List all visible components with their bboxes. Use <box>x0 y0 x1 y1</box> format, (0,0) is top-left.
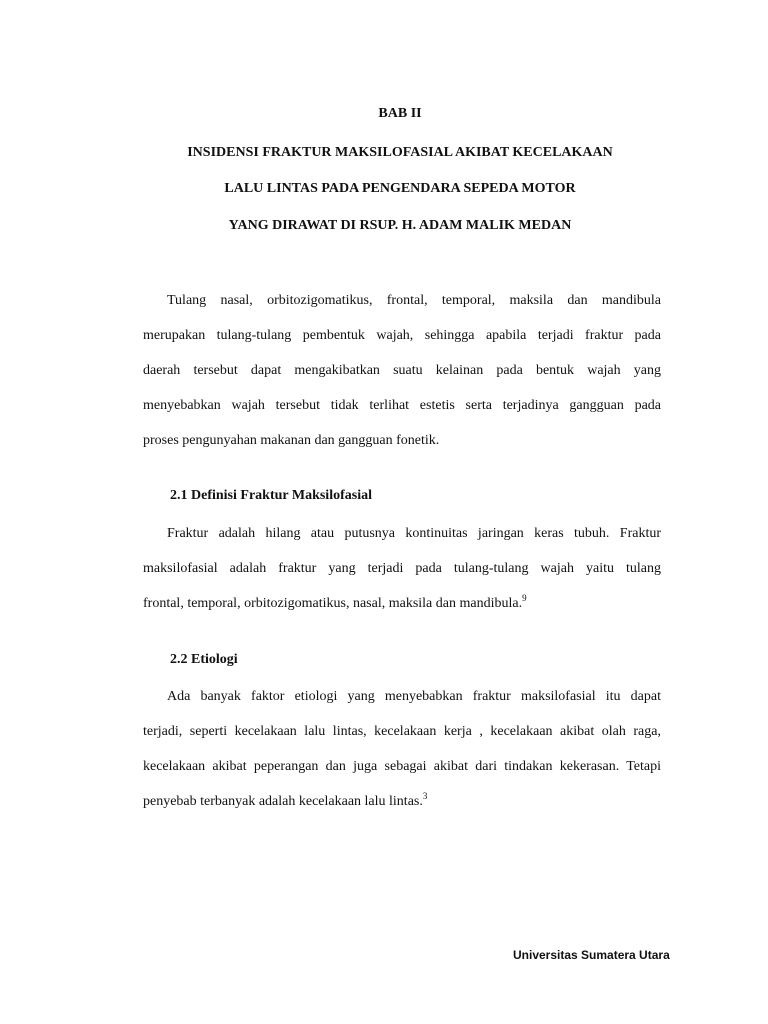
paragraph-line: proses pengunyahan makanan dan gangguan fonetik. <box>143 433 440 448</box>
citation-superscript: 3 <box>422 791 428 801</box>
paragraph-line: Fraktur adalah hilang atau putusnya kontinuitas jaringan keras tubuh. Fraktur <box>167 526 661 541</box>
paragraph-line: terjadi, seperti kecelakaan lalu lintas, kecelakaan kerja , kecelakaan akibat olah raga, <box>143 724 661 739</box>
paragraph-line: merupakan tulang-tulang pembentuk wajah, sehingga apabila terjadi fraktur pada <box>143 328 661 343</box>
paragraph-line <box>143 586 661 621</box>
paragraph-line: Tulang nasal, orbitozigomatikus, frontal, temporal, maksila dan mandibula <box>167 293 661 308</box>
citation-superscript: 9 <box>522 593 527 603</box>
chapter-label: BAB II <box>378 106 422 121</box>
paragraph-line: maksilofasial adalah fraktur yang terjadi pada tulang-tulang wajah yaitu tulang <box>143 561 661 576</box>
section-2-2-paragraph <box>143 679 661 819</box>
paragraph-line: kecelakaan akibat peperangan dan juga sebagai akibat dari tindakan kekerasan. Tetapi <box>143 759 661 774</box>
paragraph-line: Ada banyak faktor etiologi yang menyebabkan fraktur maksilofasial itu dapat <box>167 689 661 704</box>
paragraph-line: daerah tersebut dapat mengakibatkan suatu kelainan pada bentuk wajah yang <box>143 363 661 378</box>
chapter-title-line-3: YANG DIRAWAT DI RSUP. H. ADAM MALIK MEDAN <box>228 218 572 233</box>
section-heading-2-1: 2.1 Definisi Fraktur Maksilofasial <box>170 488 372 503</box>
chapter-title-line-1: INSIDENSI FRAKTUR MAKSILOFASIAL AKIBAT KECELAKAAN <box>187 145 613 160</box>
intro-paragraph <box>143 283 661 458</box>
paragraph-line <box>143 784 661 819</box>
paragraph-line-text: penyebab terbanyak adalah kecelakaan lalu lintas. <box>143 794 423 809</box>
chapter-title-line-2: LALU LINTAS PADA PENGENDARA SEPEDA MOTOR <box>224 181 576 196</box>
section-2-1-paragraph <box>143 516 661 621</box>
paragraph-line: menyebabkan wajah tersebut tidak terlihat estetis serta terjadinya gangguan pada <box>143 398 661 413</box>
paragraph-line-text: frontal, temporal, orbitozigomatikus, nasal, maksila dan mandibula. <box>143 596 523 611</box>
section-heading-2-2: 2.2 Etiologi <box>170 652 238 667</box>
footer-institution: Universitas Sumatera Utara <box>513 948 670 962</box>
